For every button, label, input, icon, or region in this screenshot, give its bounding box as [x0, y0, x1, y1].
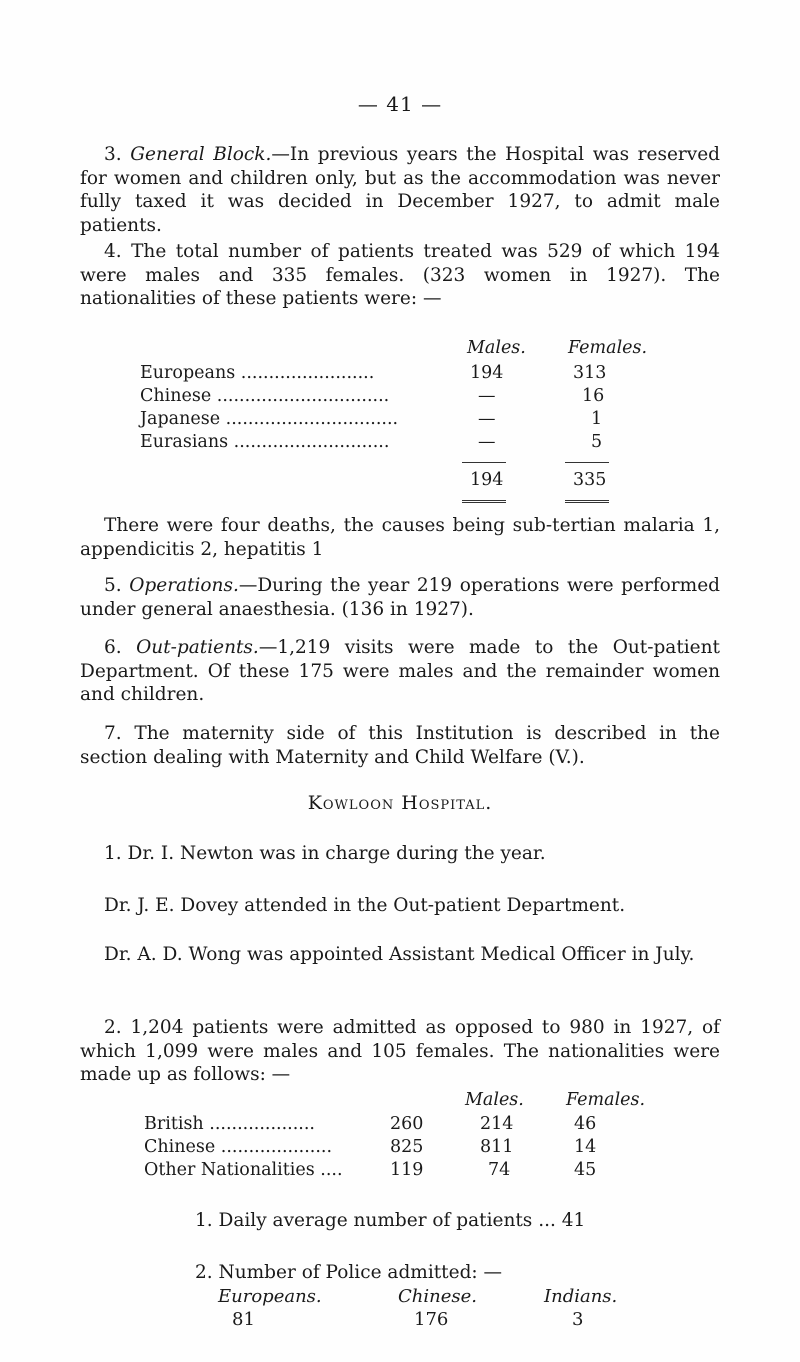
page-number: — 41 —	[357, 92, 443, 116]
row-label: Chinese ...............................	[140, 386, 390, 406]
row-females: 1	[591, 409, 603, 429]
total-rule-males	[462, 500, 506, 503]
general-block-title: General Block.	[130, 144, 272, 165]
deaths-paragraph	[80, 514, 720, 561]
total-males: 194	[470, 470, 504, 490]
police-header-chinese: Chinese.	[398, 1286, 477, 1307]
row-males: 74	[488, 1160, 511, 1180]
admissions-text: 2. 1,204 patients were admitted as opposed to 980 in 1927, of which 1,099 were males and 105 females. The nationalities were made up as follows: —	[80, 1017, 720, 1085]
daily-average-value: 41	[561, 1210, 586, 1231]
police-header-indians: Indians.	[544, 1286, 618, 1307]
general-block-text: —In previous years the Hospital was reserved for women and children only, but as the accommodation was never fully taxed it was decided in December 1927, to admit male patients.	[80, 144, 720, 236]
maternity-text: 7. The maternity side of this Institution is described in the section dealing with Maternity and Child Welfare (V.).	[80, 723, 720, 768]
kowloon-hospital-heading: Kowloon Hospital.	[307, 792, 493, 814]
outpatients-number: 6.	[104, 637, 122, 658]
row-females: 16	[582, 386, 605, 406]
operations-title: Operations.	[129, 575, 239, 596]
row-females: 45	[574, 1160, 597, 1180]
row-label: Japanese ...............................	[140, 409, 399, 429]
operations-paragraph	[80, 574, 720, 621]
patients-paragraph	[80, 240, 720, 311]
outpatients-title: Out-patients.	[136, 637, 259, 658]
subtotal-rule-females	[565, 462, 609, 463]
admissions-paragraph	[80, 1016, 720, 1087]
outpatients-paragraph	[80, 636, 720, 707]
row-label: Eurasians ............................	[140, 432, 390, 452]
kowloon-col-header-males: Males.	[465, 1090, 524, 1110]
row-total: 119	[390, 1160, 424, 1180]
col-header-males: Males.	[467, 338, 526, 358]
maternity-paragraph	[80, 722, 720, 769]
general-block-number: 3.	[104, 144, 122, 165]
row-males: —	[478, 409, 496, 429]
subtotal-rule-males	[462, 462, 506, 463]
staff-line-3: Dr. A. D. Wong was appointed Assistant Medical Officer in July.	[104, 944, 695, 965]
operations-number: 5.	[104, 575, 122, 596]
row-males: 194	[470, 363, 504, 383]
row-females: 313	[573, 363, 607, 383]
row-males: —	[478, 386, 496, 406]
outpatients-text: —1,219 visits were made to the Out-patient Department. Of these 175 were males and the remainder women and children.	[80, 637, 720, 705]
police-value-europeans: 81	[232, 1309, 255, 1330]
row-males: —	[478, 432, 496, 452]
row-label: Other Nationalities ....	[144, 1160, 343, 1180]
total-females: 335	[573, 470, 607, 490]
deaths-text: There were four deaths, the causes being sub-tertian malaria 1, appendicitis 2, hepatitis 1	[80, 515, 720, 560]
col-header-females: Females.	[568, 338, 648, 358]
daily-average-label: 1. Daily average number of patients	[195, 1210, 533, 1231]
police-header-europeans: Europeans.	[218, 1286, 322, 1307]
row-label: Europeans ........................	[140, 363, 375, 383]
row-males: 811	[480, 1137, 514, 1157]
staff-line-2: Dr. J. E. Dovey attended in the Out-patient Department.	[104, 895, 626, 916]
row-total: 260	[390, 1114, 424, 1134]
staff-line-1: 1. Dr. I. Newton was in charge during the year.	[104, 843, 546, 864]
police-label: 2. Number of Police admitted: —	[195, 1262, 503, 1283]
patients-text: 4. The total number of patients treated was 529 of which 194 were males and 335 females. (323 women in 1927). The nationalities of these patients were: —	[80, 241, 720, 309]
row-label: British ...................	[144, 1114, 315, 1134]
total-rule-females	[565, 500, 609, 503]
operations-text: —During the year 219 operations were performed under general anaesthesia. (136 in 1927).	[80, 575, 720, 620]
row-females: 5	[591, 432, 603, 452]
row-males: 214	[480, 1114, 514, 1134]
kowloon-col-header-females: Females.	[566, 1090, 646, 1110]
row-females: 46	[574, 1114, 597, 1134]
police-value-indians: 3	[572, 1309, 584, 1330]
row-total: 825	[390, 1137, 424, 1157]
general-block-paragraph	[80, 143, 720, 237]
row-females: 14	[574, 1137, 597, 1157]
row-label: Chinese ....................	[144, 1137, 333, 1157]
police-value-chinese: 176	[414, 1309, 449, 1330]
